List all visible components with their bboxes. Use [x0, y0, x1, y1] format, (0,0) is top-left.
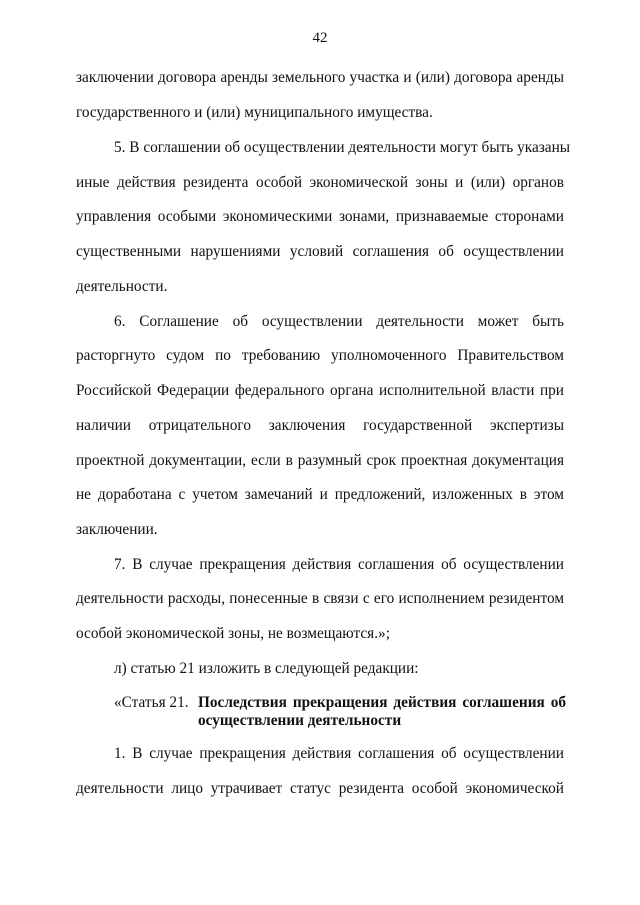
text-line: наличии отрицательного заключения государственной экспертизы — [76, 417, 564, 434]
text-line: 5. В соглашении об осуществлении деятельности могут быть указаны — [114, 139, 571, 156]
article-title-line: осуществлении деятельности — [198, 712, 402, 729]
text-line: 7. В случае прекращения действия соглашения об осуществлении — [114, 556, 564, 573]
text-line: заключении договора аренды земельного участка и (или) договора аренды — [76, 69, 564, 86]
text-line: деятельности лицо утрачивает статус резидента особой экономической — [76, 780, 564, 797]
article-title — [198, 694, 566, 730]
text-line: деятельности расходы, понесенные в связи с его исполнением резидентом — [76, 590, 564, 607]
page-number: 42 — [312, 30, 328, 46]
text-line: 1. В случае прекращения действия соглашения об осуществлении — [114, 745, 564, 762]
text-line: особой экономической зоны, не возмещаются.»; — [76, 625, 390, 642]
article-label: «Статья 21. — [114, 694, 189, 711]
text-line: иные действия резидента особой экономической зоны и (или) органов — [76, 174, 564, 191]
text-line: государственного и (или) муниципального имущества. — [76, 104, 433, 121]
text-line: 6. Соглашение об осуществлении деятельности может быть — [114, 313, 564, 330]
text-line: управления особыми экономическими зонами, признаваемые сторонами — [76, 208, 564, 225]
text-line: не доработана с учетом замечаний и предложений, изложенных в этом — [76, 486, 564, 503]
text-line: существенными нарушениями условий соглашения об осуществлении — [76, 243, 564, 260]
text-line: л) статью 21 изложить в следующей редакции: — [114, 660, 419, 677]
text-line: расторгнуто судом по требованию уполномоченного Правительством — [76, 347, 564, 364]
article-heading — [114, 694, 574, 730]
article-title-line: Последствия прекращения действия соглашения об — [198, 694, 566, 711]
text-line: Российской Федерации федерального органа исполнительной власти при — [76, 382, 564, 399]
text-line: деятельности. — [76, 278, 168, 295]
text-line: проектной документации, если в разумный срок проектная документация — [76, 452, 564, 469]
text-line: заключении. — [76, 521, 158, 538]
